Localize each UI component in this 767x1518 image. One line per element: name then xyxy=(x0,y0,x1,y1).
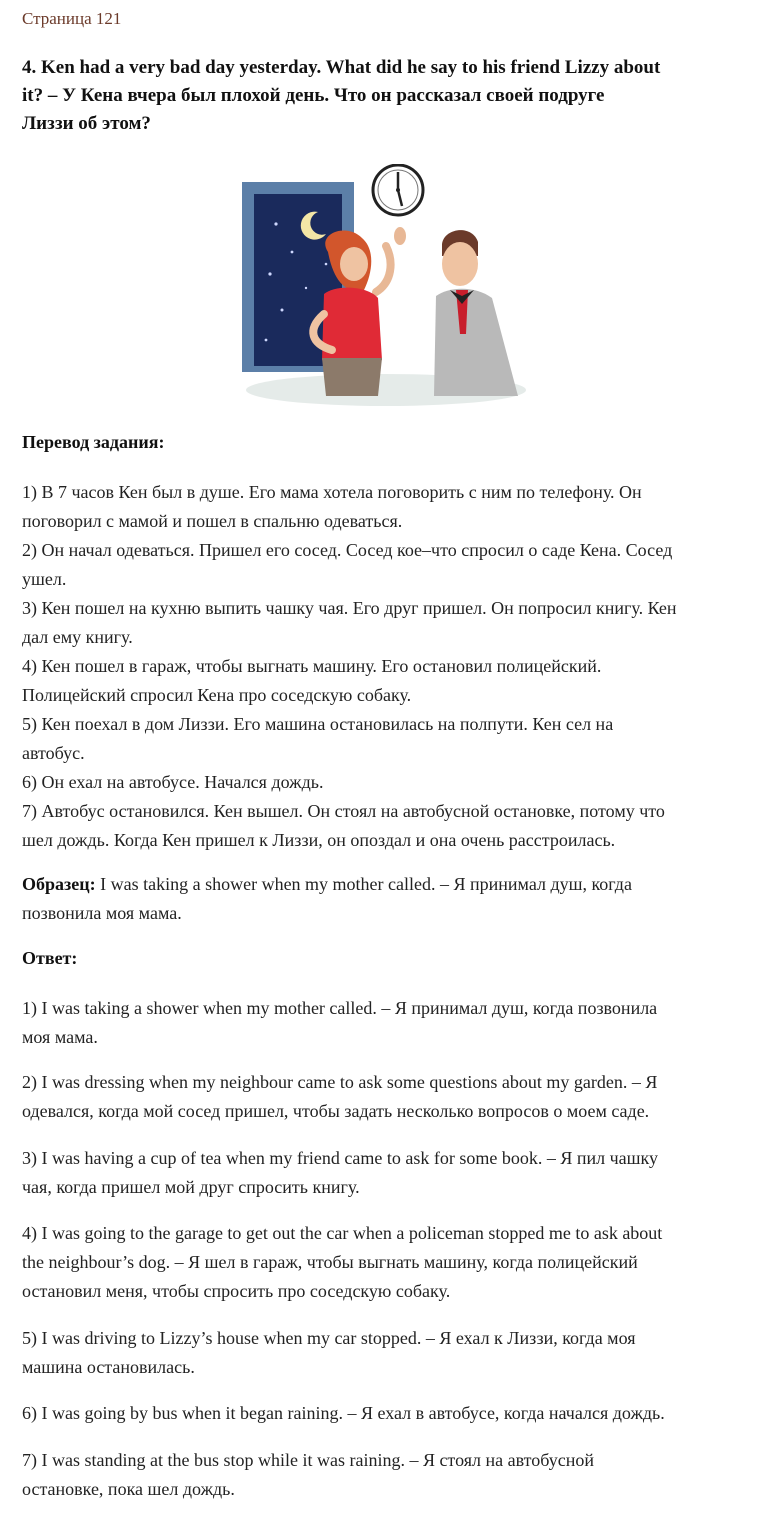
page-number: Страница 121 xyxy=(22,9,122,28)
answer-item: 5) I was driving to Lizzy’s house when my car stopped. – Я ехал к Лиззи, когда моя машина остановилась. xyxy=(22,1328,636,1377)
translation-line: Полицейский спросил Кена про соседскую собаку. xyxy=(22,685,412,705)
task-line: Лиззи об этом? xyxy=(22,113,151,134)
task-line: 4. Ken had a very bad day yesterday. What did he say to his friend Lizzy about xyxy=(22,57,661,78)
example xyxy=(22,870,752,928)
answer-item: 6) I was going by bus when it began raining. – Я ехал в автобусе, когда начался дождь. xyxy=(22,1403,665,1423)
translation-line: ушел. xyxy=(22,569,67,589)
translation-line: 5) Кен поехал в дом Лиззи. Его машина остановилась на полпути. Кен сел на xyxy=(22,714,614,734)
answer-item: 2) I was dressing when my neighbour came to ask some questions about my garden. – Я одевался, когда мой сосед пришел, чтобы задать несколько вопросов о моем саде. xyxy=(22,1072,658,1121)
task-title xyxy=(22,54,747,138)
translation-line: 4) Кен пошел в гараж, чтобы выгнать машину. Его остановил полицейский. xyxy=(22,656,602,676)
face xyxy=(340,247,368,281)
answer-heading: Ответ: xyxy=(22,948,78,968)
answer-item: 3) I was having a cup of tea when my friend came to ask for some book. – Я пил чашку чая, когда пришел мой друг спросить книгу. xyxy=(22,1148,658,1197)
answer-item: 7) I was standing at the bus stop while it was raining. – Я стоял на автобусной остановке, пока шел дождь. xyxy=(22,1450,595,1499)
illustration xyxy=(236,164,532,410)
example-text: I was taking a shower when my mother called. – Я принимал душ, когда xyxy=(95,874,632,894)
skirt xyxy=(322,358,382,396)
wall-clock-icon xyxy=(373,165,423,215)
blouse xyxy=(322,288,382,366)
translation-line: автобус. xyxy=(22,743,85,763)
answer-item: 4) I was going to the garage to get out the car when a policeman stopped me to ask about the neighbour’s dog. – Я шел в гараж, чтобы выгнать машину, когда полицейский остановил меня, чтобы спросить про соседскую собаку. xyxy=(22,1223,663,1301)
man-face xyxy=(442,242,478,286)
translation-line: дал ему книгу. xyxy=(22,627,133,647)
task-line: it? – У Кена вчера был плохой день. Что он рассказал своей подруге xyxy=(22,85,605,106)
translation-line: 2) Он начал одеваться. Пришел его сосед. Сосед кое–что спросил о саде Кена. Сосед xyxy=(22,540,673,560)
translation-line: 3) Кен пошел на кухню выпить чашку чая. Его друг пришел. Он попросил книгу. Кен xyxy=(22,598,677,618)
translation-line: шел дождь. Когда Кен пришел к Лиззи, он опоздал и она очень расстроилась. xyxy=(22,830,616,850)
translation-line: 7) Автобус остановился. Кен вышел. Он стоял на автобусной остановке, потому что xyxy=(22,801,665,821)
translation-line: 6) Он ехал на автобусе. Начался дождь. xyxy=(22,772,324,792)
raised-hand xyxy=(394,227,406,245)
answer-item: 1) I was taking a shower when my mother called. – Я принимал душ, когда позвонила моя мама. xyxy=(22,998,658,1047)
translation-line: 1) В 7 часов Кен был в душе. Его мама хотела поговорить с ним по телефону. Он xyxy=(22,482,642,502)
jacket xyxy=(434,289,518,396)
example-label: Образец: xyxy=(22,874,96,894)
illustration-svg xyxy=(236,164,532,410)
translation-text xyxy=(22,478,752,855)
example-text: позвонила моя мама. xyxy=(22,903,182,923)
raised-arm xyxy=(376,246,391,292)
man-icon xyxy=(434,230,518,396)
translation-heading: Перевод задания: xyxy=(22,432,165,452)
translation-line: поговорил с мамой и пошел в спальню одеваться. xyxy=(22,511,403,531)
